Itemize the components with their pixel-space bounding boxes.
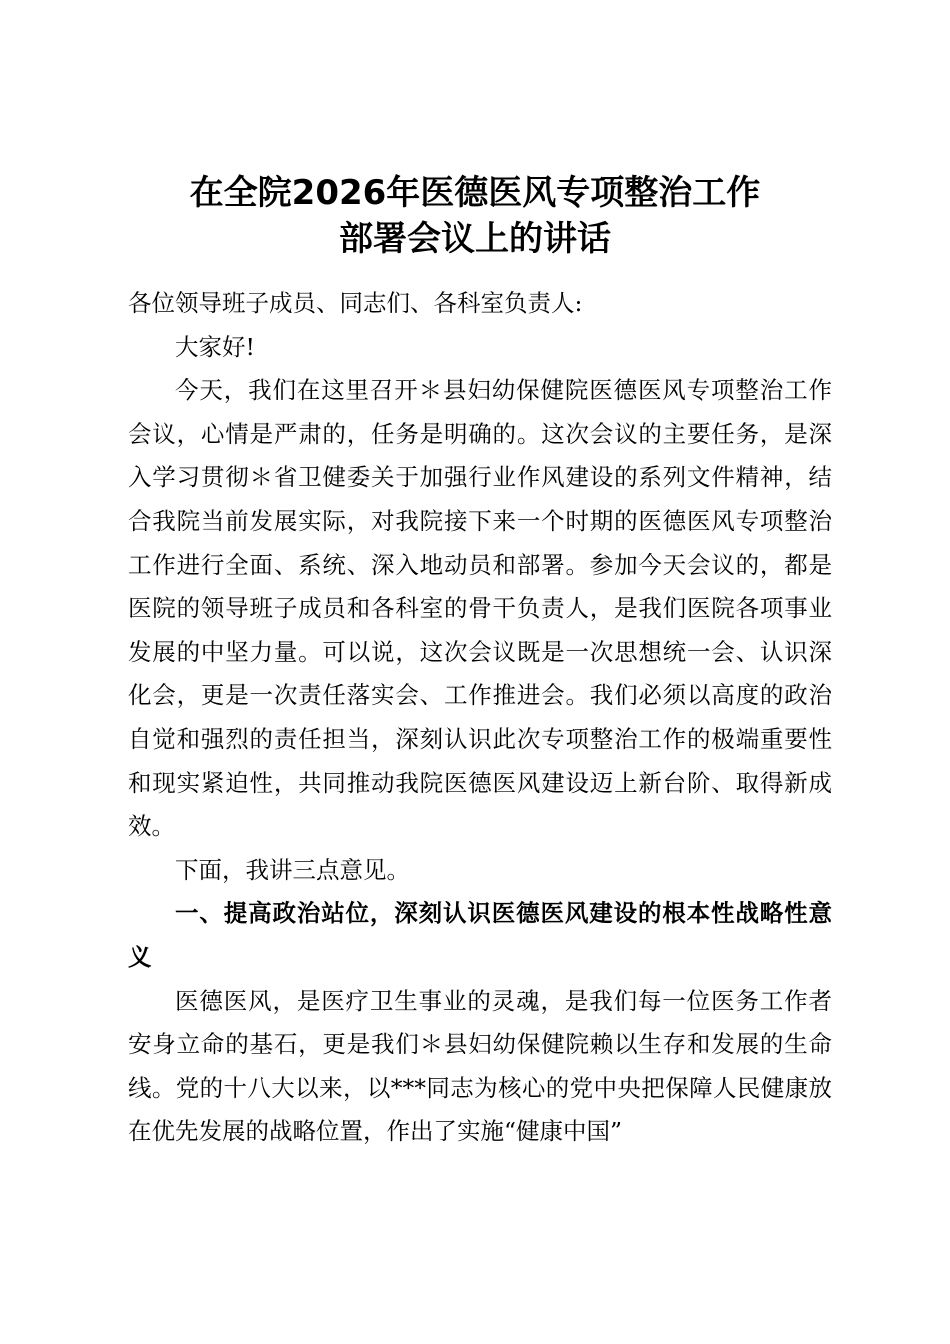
document-title-line-2: 部署会议上的讲话 — [339, 219, 611, 259]
document-body — [128, 282, 832, 1154]
greeting: 大家好! — [175, 332, 255, 361]
paragraph-section-1: 医德医风，是医疗卫生事业的灵魂，是我们每一位医务工作者安身立命的基石，更是我们＊县妇幼保健院赖以生存和发展的生命线。党的十八大以来，以***同志为核心的党中央把保障人民健康放在优先发展的战略位置，作出了实施“健康中国” — [128, 986, 832, 1146]
document-title-line-1: 在全院2026年医德医风专项整治工作 — [189, 173, 761, 213]
section-heading-1: 一、提高政治站位，深刻认识医德医风建设的根本性战略性意义 — [128, 899, 832, 971]
paragraph-outline: 下面，我讲三点意见。 — [175, 855, 410, 884]
salutation: 各位领导班子成员、同志们、各科室负责人: — [128, 289, 583, 317]
paragraph-opening: 今天，我们在这里召开＊县妇幼保健院医德医风专项整治工作会议，心情是严肃的，任务是明确的。这次会议的主要任务，是深入学习贯彻＊省卫健委关于加强行业作风建设的系列文件精神，结合我院当前发展实际，对我院接下来一个时期的医德医风专项整治工作进行全面、系统、深入地动员和部署。参加今天会议的，都是医院的领导班子成员和各科室的骨干负责人，是我们医院各项事业发展的中坚力量。可以说，这次会议既是一次思想统一会、认识深化会，更是一次责任落实会、工作推进会。我们必须以高度的政治自觉和强烈的责任担当，深刻认识此次专项整治工作的极端重要性和现实紧迫性，共同推动我院医德医风建设迈上新台阶、取得新成效。 — [128, 376, 832, 841]
